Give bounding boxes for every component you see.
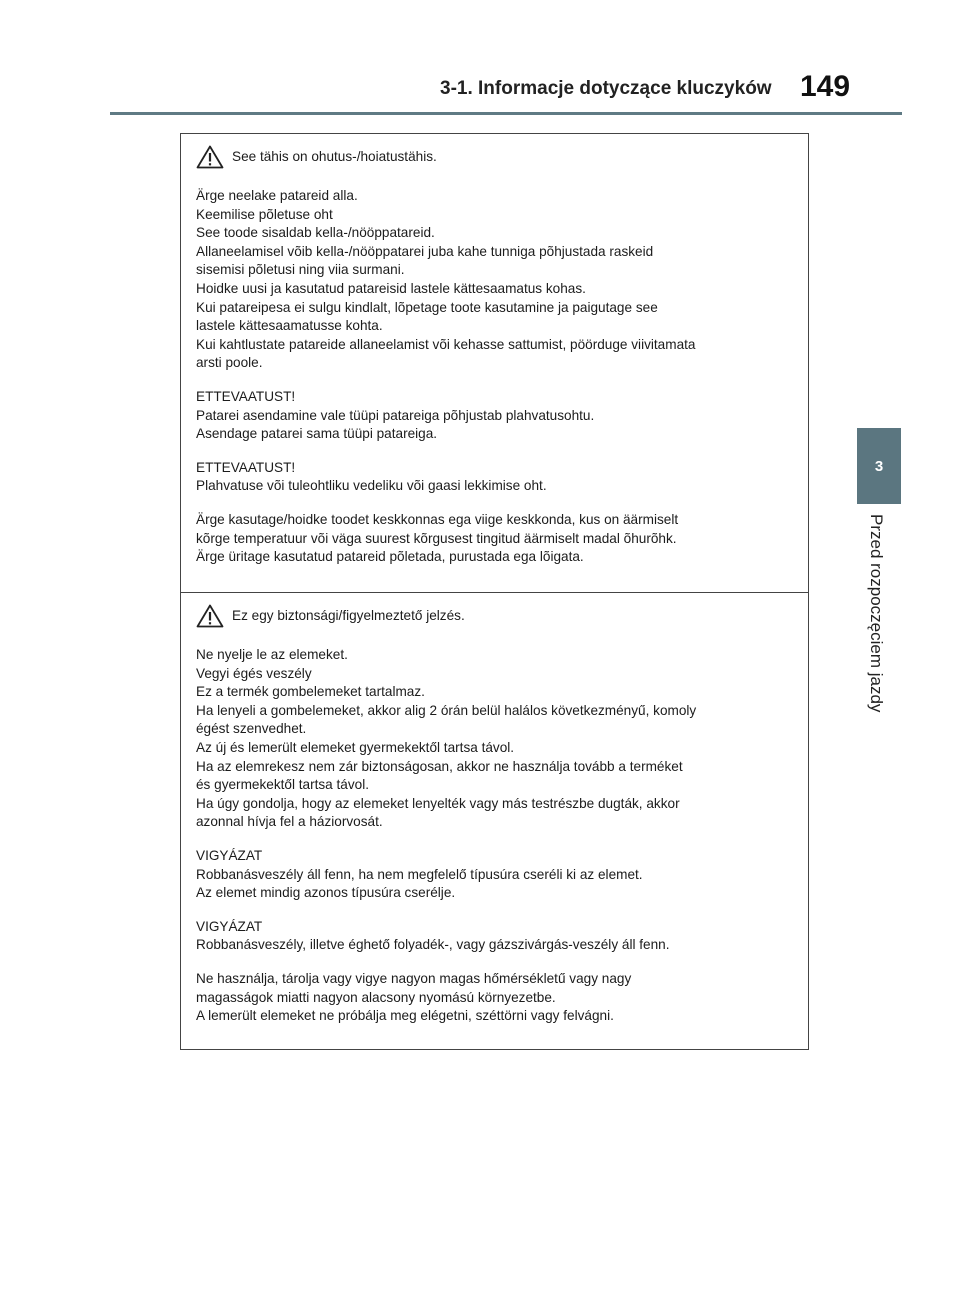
notice-line: Ez a termék gombelemeket tartalmaz. <box>196 684 425 700</box>
notice-line: Ne nyelje le az elemeket. <box>196 647 348 662</box>
notice-line: Kui kahtlustate patareide allaneelamist või kehasse sattumist, pöörduge viivitamata <box>196 336 696 352</box>
notice-heading-text: See tähis on ohutus-/hoiatustähis. <box>232 148 437 164</box>
notice-line: Robbanásveszély áll fenn, ha nem megfelelő típusúra cseréli ki az elemet. <box>196 866 643 882</box>
notice-paragraph <box>196 511 794 567</box>
notice-line: sisemisi põletusi ning viia surmani. <box>196 262 405 278</box>
page-number: 149 <box>800 70 851 103</box>
notice-line: Robbanásveszély, illetve éghető folyadék-, vagy gázszivárgás-veszély áll fenn. <box>196 937 670 953</box>
notice-line: Ärge kasutage/hoidke toodet keskkonnas ega viige keskkonda, kus on äärmiselt <box>196 511 679 527</box>
chapter-caption: Przed rozpoczęciem jazdy <box>867 514 886 713</box>
chapter-number: 3 <box>874 457 884 475</box>
notice-paragraph <box>196 388 794 444</box>
notice-line: Keemilise põletuse oht <box>196 206 333 222</box>
notice-line: A lemerült elemeket ne próbálja meg elégetni, széttörni vagy felvágni. <box>196 1008 614 1024</box>
notice-paragraph <box>196 970 794 1026</box>
notice-line: azonnal hívja fel a háziorvosát. <box>196 814 383 830</box>
notice-line: lastele kättesaamatusse kohta. <box>196 318 383 334</box>
notice-line: VIGYÁZAT <box>196 847 263 863</box>
notice-line: Plahvatuse või tuleohtliku vedeliku või gaasi lekkimise oht. <box>196 478 547 494</box>
notice-box-estonian <box>180 133 809 593</box>
notice-line: Patarei asendamine vale tüüpi patareiga põhjustab plahvatusohtu. <box>196 407 595 423</box>
notice-line: Allaneelamisel võib kella-/nööppatarei juba kahe tunniga põhjustada raskeid <box>196 243 654 259</box>
section-title: 3-1. Informacje dotyczące kluczyków <box>440 78 772 99</box>
notice-line: Az elemet mindig azonos típusúra cserélje. <box>196 885 456 901</box>
chapter-tab <box>857 428 901 504</box>
notice-line: Ne használja, tárolja vagy vigye nagyon magas hőmérsékletű vagy nagy <box>196 970 632 986</box>
notice-line: Az új és lemerült elemeket gyermekektől tartsa távol. <box>196 739 515 755</box>
notice-line: Ha az elemrekesz nem zár biztonságosan, akkor ne használja tovább a terméket <box>196 758 683 774</box>
notice-line: Asendage patarei sama tüüpi patareiga. <box>196 426 438 442</box>
notice-line: égést szenvedhet. <box>196 721 307 737</box>
warning-triangle-icon <box>196 604 224 628</box>
notice-heading <box>196 142 794 172</box>
notice-line: VIGYÁZAT <box>196 918 263 934</box>
notice-paragraph <box>196 459 794 496</box>
header-rule <box>110 112 902 115</box>
notice-line: magasságok miatti nagyon alacsony nyomású környezetbe. <box>196 989 556 1005</box>
notice-heading-text: Ez egy biztonsági/figyelmeztető jelzés. <box>232 607 465 623</box>
notice-line: ETTEVAATUST! <box>196 388 296 404</box>
notice-line: Hoidke uusi ja kasutatud patareisid lastele kättesaamatus kohas. <box>196 280 586 296</box>
notice-paragraph <box>196 918 794 955</box>
notice-line: és gyermekektől tartsa távol. <box>196 777 370 793</box>
notice-line: Ärge üritage kasutatud patareid põletada, purustada ega lõigata. <box>196 549 584 565</box>
notice-paragraph <box>196 646 794 832</box>
notice-paragraph <box>196 847 794 903</box>
notice-line: Ha úgy gondolja, hogy az elemeket lenyelték vagy más testrészbe dugták, akkor <box>196 795 680 811</box>
notice-line: Ärge neelake patareid alla. <box>196 188 358 203</box>
notice-line: kõrge temperatuur või väga suurest kõrgusest tingitud äärmiselt madal õhurõhk. <box>196 530 677 546</box>
notice-line: arsti poole. <box>196 355 263 371</box>
notice-box-hungarian <box>180 592 809 1050</box>
notice-line: See toode sisaldab kella-/nööppatareid. <box>196 225 435 241</box>
notice-line: ETTEVAATUST! <box>196 459 296 475</box>
notice-line: Ha lenyeli a gombelemeket, akkor alig 2 órán belül halálos következményű, komoly <box>196 702 697 718</box>
notice-paragraph <box>196 187 794 373</box>
warning-triangle-icon <box>196 145 224 169</box>
notice-line: Vegyi égés veszély <box>196 665 312 681</box>
notice-line: Kui patareipesa ei sulgu kindlalt, lõpetage toote kasutamine ja paigutage see <box>196 299 658 315</box>
notice-heading <box>196 601 794 631</box>
